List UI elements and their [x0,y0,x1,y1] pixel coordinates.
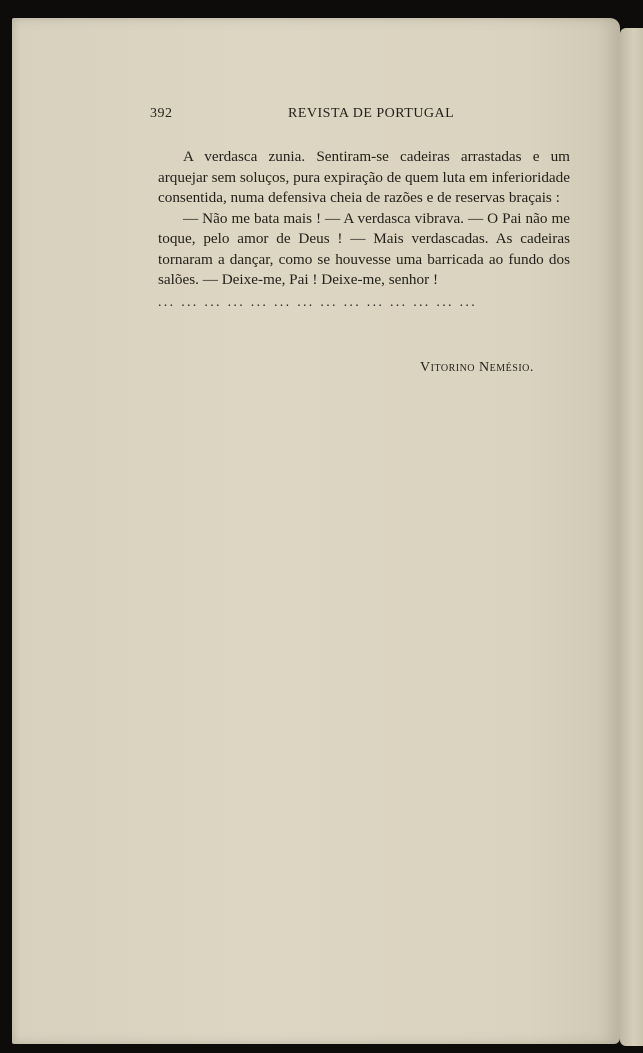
author-signature: Vitorino Nemésio. [420,360,534,375]
facing-page-edge [620,28,643,1046]
article-body [158,147,570,313]
ellipsis-line: ... ... ... ... ... ... ... ... ... ... ... ... ... ... [158,294,477,310]
paragraph: A verdasca zunia. Sentiram-se cadeiras arrastadas e um arquejar sem soluços, pura expiração de quem luta em inferioridade consentida, numa defensiva cheia de razões e de reservas braçais : [158,148,570,206]
paragraph: — Não me bata mais ! — A verdasca vibrava. — O Pai não me toque, pelo amor de Deus ! — Mais verdascadas. As cadeiras tornaram a dançar, como se houvesse uma barricada ao fundo dos salões. — Deixe-me, Pai ! Deixe-me, senhor ! [158,209,570,288]
page-number: 392 [150,106,173,121]
running-head: REVISTA DE PORTUGAL [288,106,455,121]
